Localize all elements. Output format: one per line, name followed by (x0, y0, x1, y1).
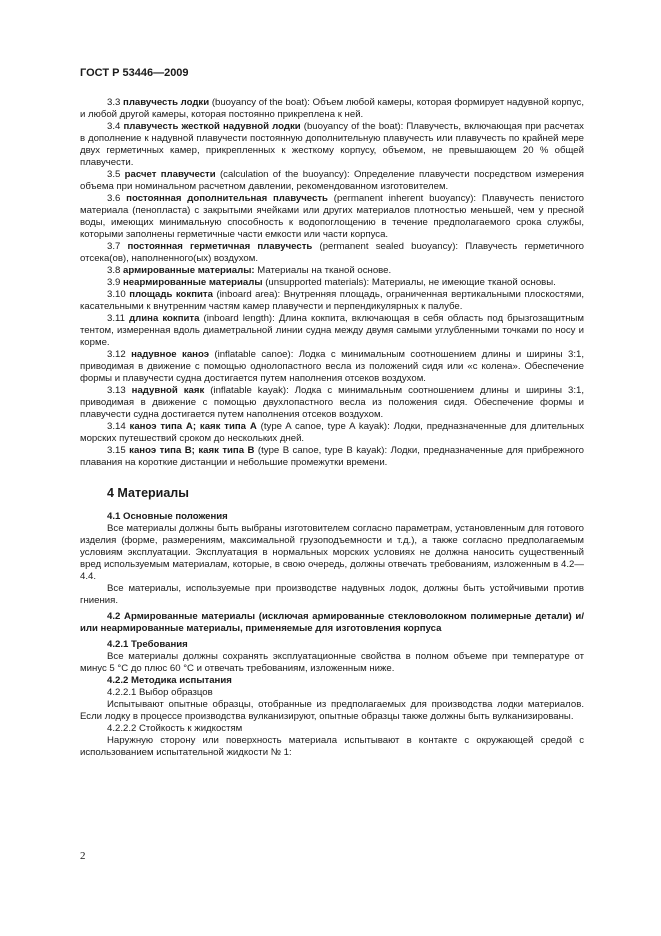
definition-number: 3.7 (107, 241, 121, 252)
definition-item (80, 277, 584, 289)
section-4-2-2-1-paragraph: Испытывают опытные образцы, отобранные из предполагаемых для производства лодки материалов. Если лодку в процессе производства вулканизируют, опытные образцы также должны быть вулканизированы. (80, 699, 584, 722)
definition-number: 3.8 (107, 265, 121, 276)
section-4-2-2-1-title: 4.2.2.1 Выбор образцов (107, 687, 213, 698)
section-4-2-title: 4.2 Армированные материалы (исключая армированные стекловолокном полимерные детали) и/или неармированные материалы, применяемые для изготовления корпуса (80, 611, 584, 634)
definition-item (80, 289, 584, 313)
definition-number: 3.14 (107, 421, 126, 432)
definition-number: 3.10 (107, 289, 126, 300)
section-4-1-title: 4.1 Основные положения (107, 511, 228, 522)
definition-item (80, 385, 584, 421)
definition-number: 3.3 (107, 97, 121, 108)
definition-item (80, 313, 584, 349)
definition-number: 3.4 (107, 121, 121, 132)
page-number: 2 (80, 850, 86, 862)
definition-text: Материалы на тканой основе. (257, 265, 392, 276)
definition-item (80, 97, 584, 121)
definition-text: (calculation of the buoyancy): Определение плавучести посредством измерения объема при номинальном расчетном давлении, рекомендованном изготовителем. (80, 169, 584, 192)
definitions-list (80, 97, 584, 469)
definition-term: надувной каяк (131, 385, 205, 396)
definition-term: постоянная герметичная плавучесть (127, 241, 313, 252)
definition-item (80, 169, 584, 193)
definition-text: (inflatable canoe): Лодка с минимальным соотношением длины и ширины 3:1, приводимая в движение с помощью однолопастного весла из положений сидя или «с колена». Обеспечение формы и плавучести судна достигается путем наполнения отсеков воздухом. (80, 349, 584, 384)
section-4-2-2-title: 4.2.2 Методика испытания (107, 675, 232, 686)
definition-term: неармированные материалы (123, 277, 263, 288)
definition-term: каноэ типа А; каяк типа А (129, 421, 257, 432)
definition-text: (permanent inherent buoyancy): Плавучесть пенистого материала (пенопласта) с закрытыми ячейками или других материалов плотностью меньшей, чем у пресной воды, имеющих минимальную способность к водопоглощению в течение предполагаемого срока службы, которыми заполнены герметичные части емкости или части корпуса. (80, 193, 584, 240)
definition-term: армированные материалы: (123, 265, 255, 276)
section-4-1-paragraph-2: Все материалы, используемые при производстве надувных лодок, должны быть устойчивыми против гниения. (80, 583, 584, 606)
definition-text: (buoyancy of the boat): Плавучесть, включающая при расчетах в дополнение к надувной плавучести постоянную дополнительную плавучесть или плавучесть по крайней мере двух герметичных камер, прикрепленных к жесткому корпусу, объемом, не превышающем 20 % общей плавучести. (80, 121, 584, 168)
definition-text: (type B canoe, type B kayak): Лодки, предназначенные для прибрежного плавания на короткие дистанции и небольшие промежутки времени. (80, 445, 584, 468)
definition-term: расчет плавучести (124, 169, 216, 180)
document-header: ГОСТ Р 53446—2009 (80, 67, 189, 79)
definition-number: 3.5 (107, 169, 121, 180)
definition-item (80, 193, 584, 241)
definition-text: (type A canoe, type A kayak): Лодки, предназначенные для длительных морских путешествий сроком до нескольких дней. (80, 421, 584, 444)
definition-item (80, 421, 584, 445)
definition-item (80, 241, 584, 265)
definition-number: 3.6 (107, 193, 121, 204)
definition-item (80, 121, 584, 169)
definition-number: 3.13 (107, 385, 126, 396)
definition-text: (inboard area): Внутренняя площадь, ограниченная вертикальными плоскостями, касательными к внутренним частям камер плавучести и перпендикулярных к палубе. (80, 289, 585, 312)
definition-number: 3.12 (107, 349, 126, 360)
section-4-title: 4 Материалы (107, 486, 189, 500)
definition-term: каноэ типа В; каяк типа В (129, 445, 255, 456)
definition-text: (inflatable kayak): Лодка с минимальным соотношением длины и ширины 3:1, приводимая в движение с помощью двухлопастного весла из положения сидя. Обеспечение формы и плавучести судна достигается путем наполнения отсеков воздухом. (80, 385, 584, 420)
definition-item (80, 349, 584, 385)
definition-text: (buoyancy of the boat): Объем любой камеры, которая формирует надувной корпус, и любой другой камеры, которая постоянно прикреплена к ней. (80, 97, 584, 120)
definition-term: плавучесть жесткой надувной лодки (123, 121, 301, 132)
definition-term: постоянная дополнительная плавучесть (126, 193, 328, 204)
definition-number: 3.9 (107, 277, 121, 288)
definition-term: плавучесть лодки (123, 97, 210, 108)
definition-term: надувное каноэ (131, 349, 209, 360)
section-4-2-1-title: 4.2.1 Требования (107, 639, 188, 650)
definition-number: 3.15 (107, 445, 126, 456)
definition-item (80, 445, 584, 469)
page-content (80, 97, 584, 759)
section-4-1-paragraph-1: Все материалы должны быть выбраны изготовителем согласно параметрам, установленным для готового изделия (форме, размерениям, максимальной грузоподъемности и т.д.), а также согласно предполагаемым условиям эксплуатации. Эксплуатация в нормальных морских условиях не должна наносить существенный вред используемым материалам, которые, в свою очередь, должны отвечать требованиям, изложенным в 4.2—4.4. (80, 523, 584, 582)
definition-item (80, 265, 584, 277)
definition-text: (permanent sealed buoyancy): Плавучесть герметичного отсека(ов), наполненного(ых) воздухом. (80, 241, 585, 264)
definition-text: (inboard length): Длина кокпита, включающая в себя область под брызгозащитным тентом, измеренная вдоль диаметральной линии судна между двумя самыми углубленными точками по носу и корме. (80, 313, 584, 348)
section-4-2-2-2-title: 4.2.2.2 Стойкость к жидкостям (107, 723, 243, 734)
definition-number: 3.11 (107, 313, 125, 324)
section-4-2-2-2-paragraph: Наружную сторону или поверхность материала испытывают в контакте с окружающей средой с использованием испытательной жидкости № 1: (80, 735, 584, 758)
definition-term: площадь кокпита (129, 289, 213, 300)
section-4-2-1-paragraph: Все материалы должны сохранять эксплуатационные свойства в полном объеме при температуре от минус 5 °С до плюс 60 °С и отвечать требованиям, изложенным ниже. (80, 651, 584, 674)
definition-text: (unsupported materials): Материалы, не имеющие тканой основы. (265, 277, 556, 288)
definition-term: длина кокпита (129, 313, 200, 324)
